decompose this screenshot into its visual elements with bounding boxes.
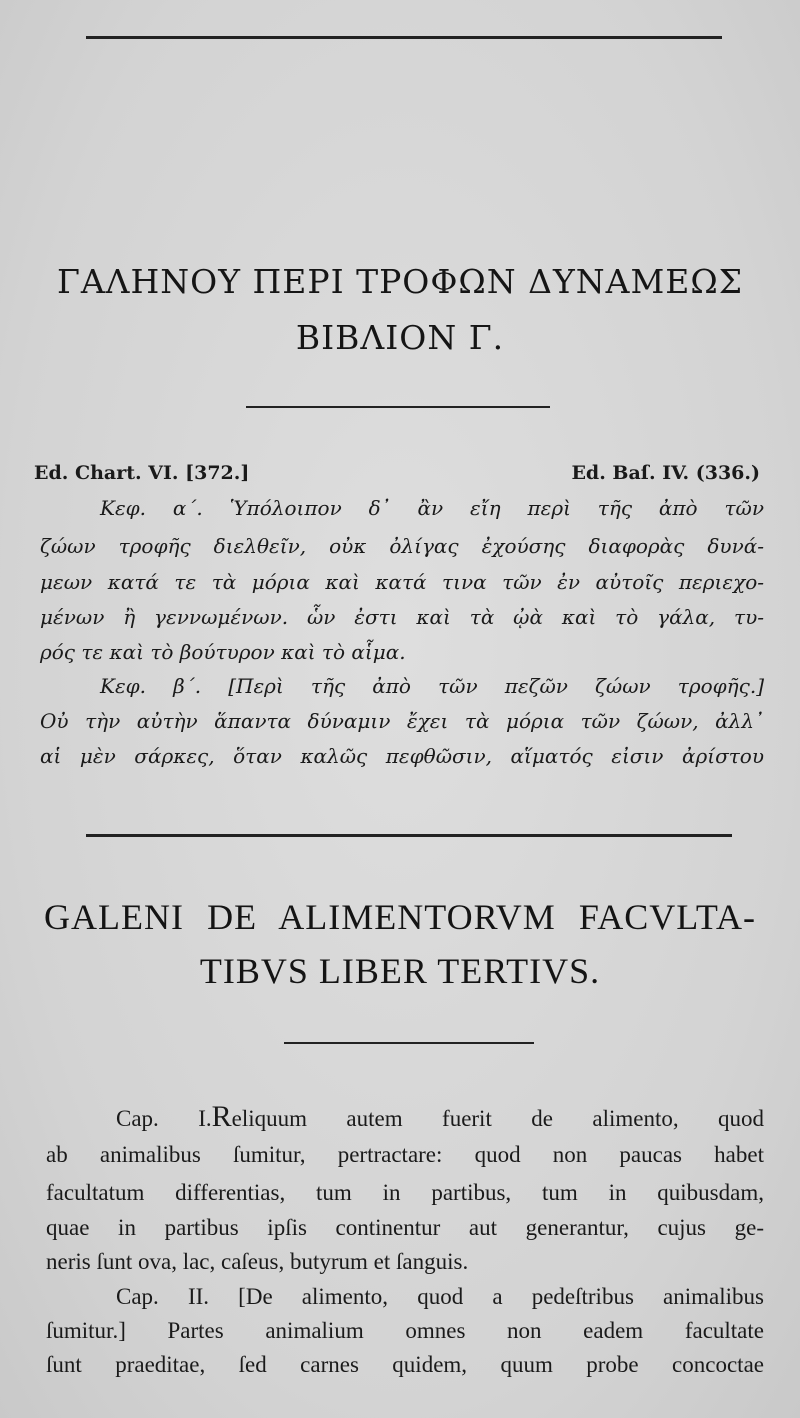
greek-text-line: Οὐ τὴν αὐτὴν ἅπαντα δύναμιν ἔχει τὰ μόρια τῶν ζώων, ἀλλ᾽ <box>40 709 764 733</box>
greek-text-line: μένων ἢ γεννωμένων. ὧν ἐστι καὶ τὰ ᾠὰ καὶ τὸ γάλα, τυ- <box>40 605 764 629</box>
latin-text-line <box>116 1100 764 1134</box>
latin-text-line: ſunt praeditae, ſed carnes quidem, quum probe concoctae <box>46 1352 764 1377</box>
edition-basel: Ed. Baſ. IV. (336.) <box>571 462 760 484</box>
latin-title-rule <box>284 1042 534 1044</box>
latin-text-line: neris ſunt ova, lac, caſeus, butyrum et ſanguis. <box>46 1249 469 1274</box>
cap-label: Cap. I. <box>116 1106 212 1131</box>
greek-title-rule <box>246 406 550 408</box>
greek-title-line-2: ΒΙΒΛΙΟΝ Γ. <box>295 318 505 357</box>
greek-text-line: αἱ μὲν σάρκες, ὅταν καλῶς πεφθῶσιν, αἵματός εἰσιν ἀρίστου <box>40 744 764 768</box>
latin-text-line: quae in partibus ipſis continentur aut generantur, cujus ge- <box>46 1215 764 1240</box>
greek-text-line: Κεφ. β΄. [Περὶ τῆς ἀπὸ τῶν πεζῶν ζώων τροφῆς.] <box>100 674 764 698</box>
latin-title-line-1: GALENI DE ALIMENTORVM FACVLTA- <box>44 897 756 937</box>
greek-title-line-1: ΓΑΛΗΝΟΥ ΠΕΡΙ ΤΡΟΦΩΝ ΔΥΝΑΜΕΩΣ <box>56 262 744 301</box>
greek-text-line: ζώων τροφῆς διελθεῖν, οὐκ ὀλίγας ἐχούσης διαφορὰς δυνά- <box>40 534 764 558</box>
greek-text-line: Κεφ. α΄. Ὑπόλοιπον δ᾽ ἂν εἴη περὶ τῆς ἀπὸ τῶν <box>100 496 764 520</box>
greek-text-line: ρός τε καὶ τὸ βούτυρον καὶ τὸ αἷμα. <box>40 640 406 664</box>
latin-title-line-2: TIBVS LIBER TERTIVS. <box>199 951 601 991</box>
drop-initial: R <box>211 1100 232 1133</box>
greek-text-line: μεων κατά τε τὰ μόρια καὶ κατά τινα τῶν ἐν αὐτοῖς περιεχο- <box>40 570 764 594</box>
section-divider <box>86 834 732 837</box>
top-rule <box>86 36 722 39</box>
latin-text-line: facultatum differentias, tum in partibus, tum in quibusdam, <box>46 1180 764 1205</box>
latin-text-line: ſumitur.] Partes animalium omnes non eadem facultate <box>46 1318 764 1343</box>
latin-line-text: eliquum autem fuerit de alimento, quod <box>231 1106 764 1131</box>
edition-chartier: Ed. Chart. VI. [372.] <box>34 462 250 484</box>
latin-text-line: ab animalibus ſumitur, pertractare: quod non paucas habet <box>46 1142 764 1167</box>
latin-text-line: Cap. II. [De alimento, quod a pedeſtribus animalibus <box>116 1284 764 1309</box>
